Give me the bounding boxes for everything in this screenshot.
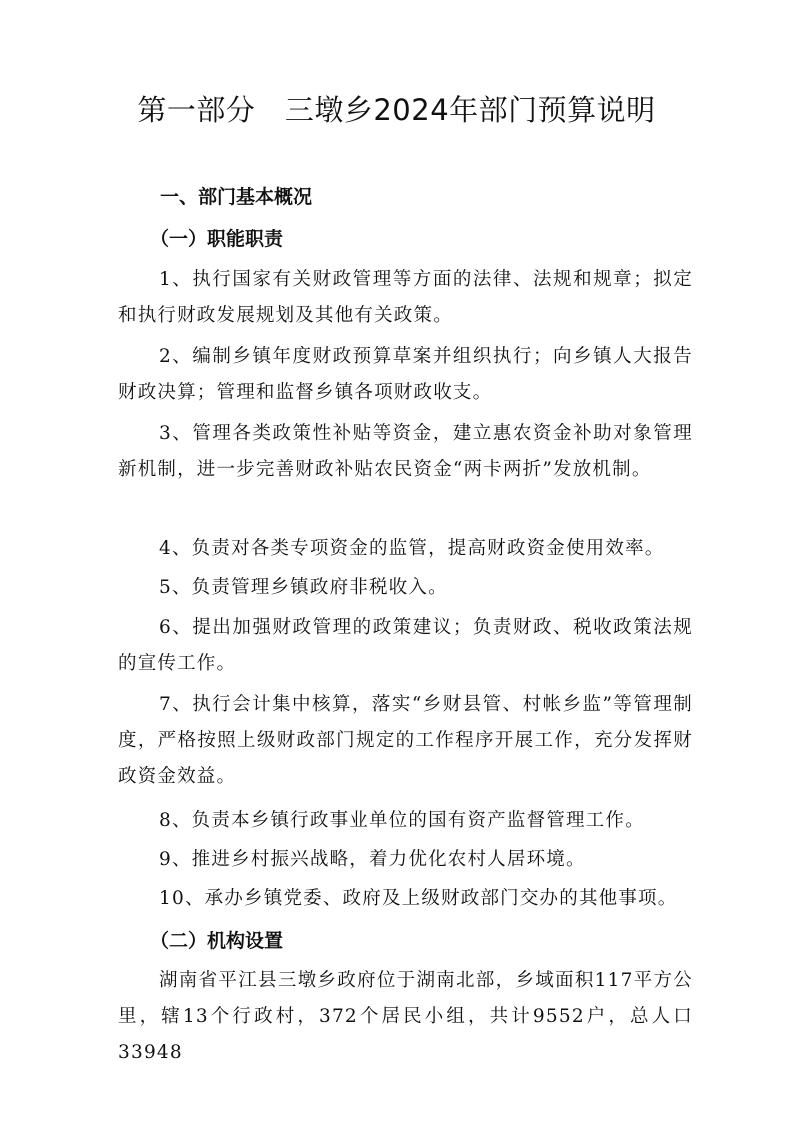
function-item-2: 2、编制乡镇年度财政预算草案并组织执行；向乡镇人大报告财政决算；管理和监督乡镇各项财政收支。 — [118, 346, 693, 403]
subsection-heading-functions: （一）职能职责 — [150, 228, 284, 250]
document-title: 第一部分 三墩乡2024年部门预算说明 — [137, 93, 656, 127]
function-item-7: 7、执行会计集中核算，落实“乡财县管、村帐乡监”等管理制度，严格按照上级财政部门规定的工作程序开展工作，充分发挥财政资金效益。 — [118, 694, 693, 787]
function-item-9: 9、推进乡村振兴战略，着力优化农村人居环境。 — [159, 849, 586, 870]
function-item-4: 4、负责对各类专项资金的监管，提高财政资金使用效率。 — [159, 538, 665, 559]
function-item-8: 8、负责本乡镇行政事业单位的国有资产监督管理工作。 — [159, 810, 645, 831]
function-item-1: 1、执行国家有关财政管理等方面的法律、法规和规章；拟定和执行财政发展规划及其他有关政策。 — [118, 269, 693, 326]
function-item-5: 5、负责管理乡镇政府非税收入。 — [159, 577, 448, 598]
function-item-10: 10、承办乡镇党委、政府及上级财政部门交办的其他事项。 — [159, 888, 678, 909]
function-item-6: 6、提出加强财政管理的政策建议；负责财政、税收政策法规的宣传工作。 — [118, 617, 693, 674]
organization-paragraph: 湖南省平江县三墩乡政府位于湖南北部，乡域面积117平方公里，辖13个行政村，372个居民小组，共计9552户，总人口33948 — [118, 970, 693, 1063]
section-heading-basic-overview: 一、部门基本概况 — [160, 186, 313, 208]
function-item-3: 3、管理各类政策性补贴等资金，建立惠农资金补助对象管理新机制，进一步完善财政补贴农民资金“两卡两折”发放机制。 — [118, 423, 693, 480]
subsection-heading-organization: （二）机构设置 — [150, 930, 284, 952]
